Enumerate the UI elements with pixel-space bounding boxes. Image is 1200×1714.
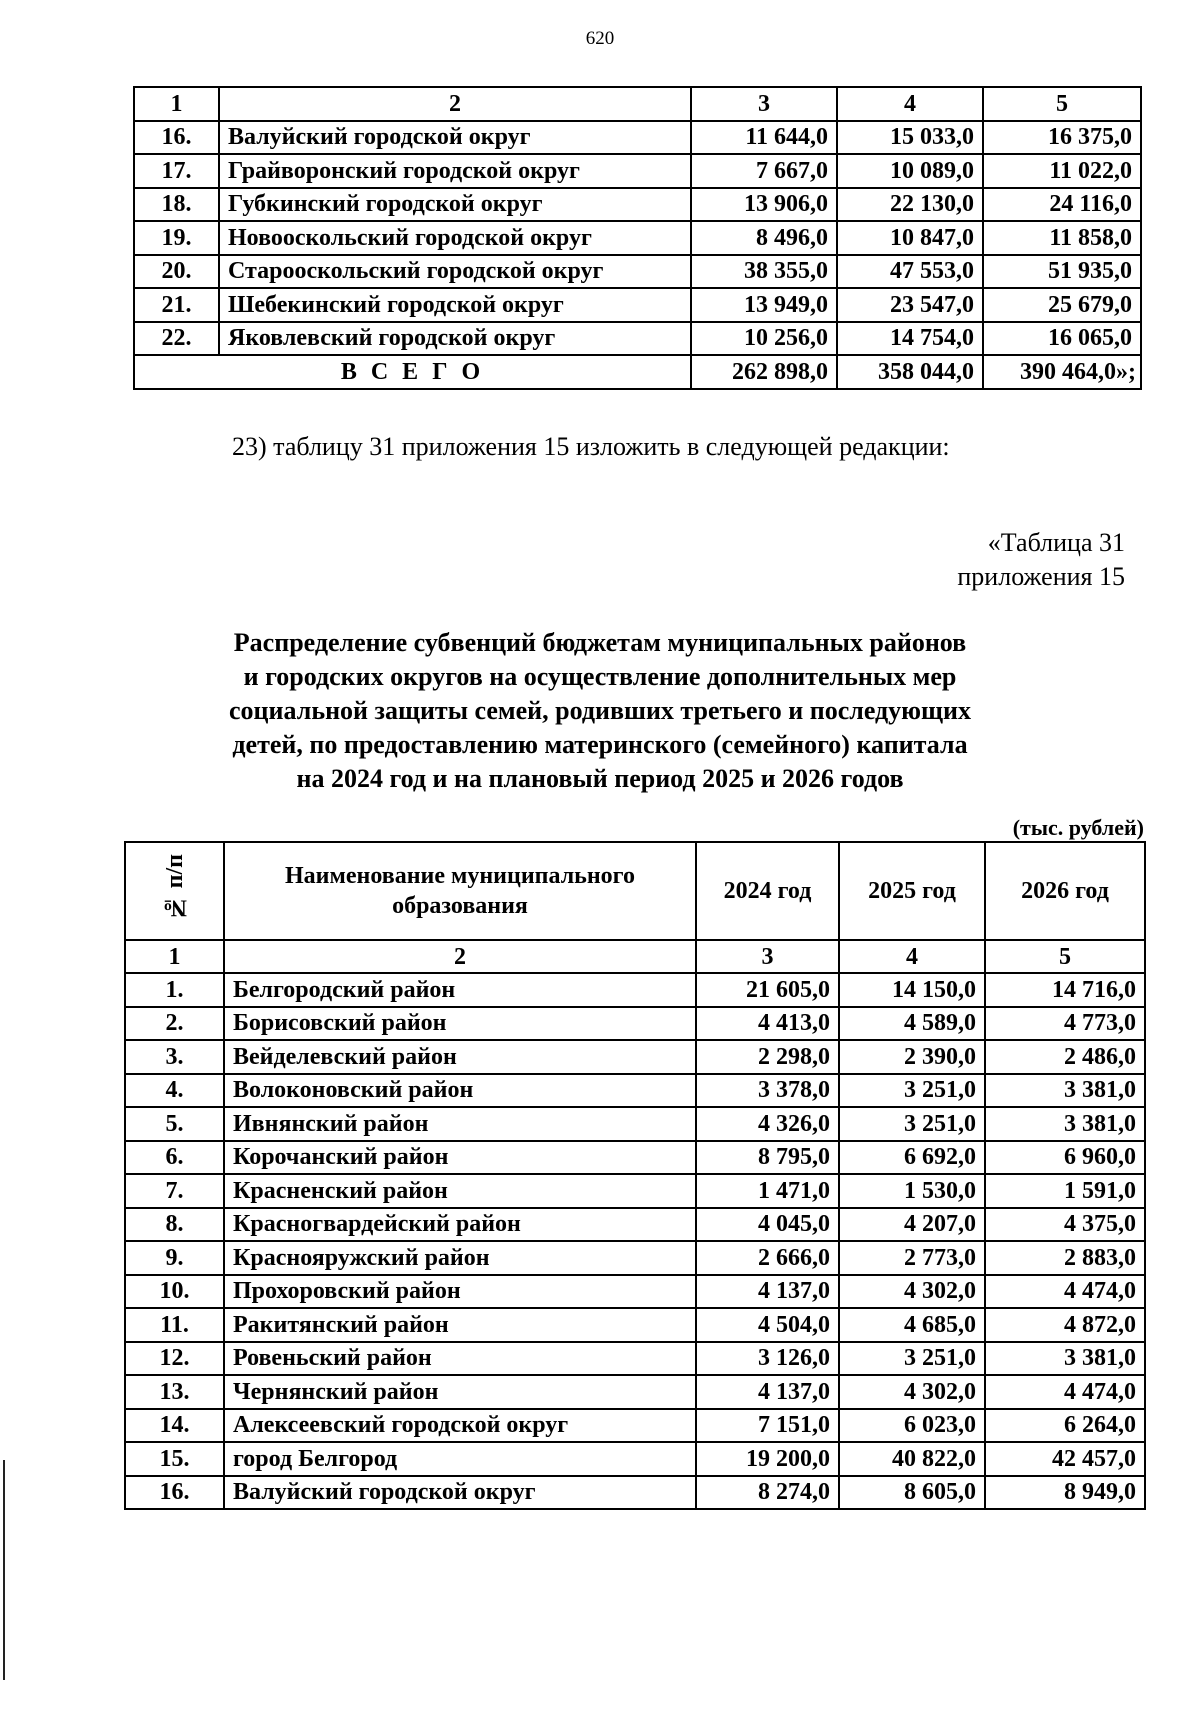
municipality-name: Валуйский городской округ: [224, 1476, 696, 1510]
municipality-name: Шебекинский городской округ: [219, 288, 691, 322]
value-2025: 40 822,0: [839, 1442, 985, 1476]
municipality-name: Валуйский городской округ: [219, 121, 691, 155]
table-row: [134, 221, 1141, 255]
table-row: [134, 188, 1141, 222]
row-number: 15.: [125, 1442, 224, 1476]
table-row: [125, 1476, 1145, 1510]
value-2026: 6 960,0: [985, 1141, 1145, 1175]
municipality-name: Губкинский городской округ: [219, 188, 691, 222]
header-2026: 2026 год: [985, 842, 1145, 940]
value-2025: 4 589,0: [839, 1007, 985, 1041]
index-cell: 4: [839, 940, 985, 973]
value-col5: 11 022,0: [983, 154, 1141, 188]
municipality-name: Корочанский район: [224, 1141, 696, 1175]
value-2025: 6 023,0: [839, 1409, 985, 1443]
table-title: [150, 626, 1050, 796]
table-row: [134, 255, 1141, 289]
row-number: 2.: [125, 1007, 224, 1041]
value-2024: 4 504,0: [696, 1308, 839, 1342]
value-col5: 16 065,0: [983, 322, 1141, 356]
row-number: 16.: [125, 1476, 224, 1510]
row-number: 9.: [125, 1241, 224, 1275]
index-cell: 3: [691, 87, 837, 121]
municipality-name: Красненский район: [224, 1174, 696, 1208]
value-2026: 6 264,0: [985, 1409, 1145, 1443]
municipality-name: Яковлевский городской округ: [219, 322, 691, 356]
table-row: [125, 1241, 1145, 1275]
table-header-row: [125, 842, 1145, 940]
table-row: [134, 288, 1141, 322]
value-2025: 4 685,0: [839, 1308, 985, 1342]
value-col3: 8 496,0: [691, 221, 837, 255]
value-2024: 4 045,0: [696, 1208, 839, 1242]
page-number: 620: [585, 28, 615, 49]
value-2026: 4 773,0: [985, 1007, 1145, 1041]
value-2026: 14 716,0: [985, 973, 1145, 1007]
total-row: [134, 355, 1141, 389]
table-reference-line2: приложения 15: [957, 562, 1125, 591]
value-2025: 4 302,0: [839, 1275, 985, 1309]
value-col4: 10 847,0: [837, 221, 983, 255]
value-2025: 4 302,0: [839, 1375, 985, 1409]
title-line: Распределение субвенций бюджетам муниципальных районов: [233, 628, 967, 657]
row-number: 7.: [125, 1174, 224, 1208]
value-2024: 2 666,0: [696, 1241, 839, 1275]
table-row: [125, 1275, 1145, 1309]
header-name: Наименование муниципального образования: [224, 842, 696, 940]
continued-table: [133, 86, 1142, 390]
value-2025: 14 150,0: [839, 973, 985, 1007]
value-2026: 8 949,0: [985, 1476, 1145, 1510]
value-col4: 15 033,0: [837, 121, 983, 155]
value-col5: 16 375,0: [983, 121, 1141, 155]
value-2024: 3 378,0: [696, 1074, 839, 1108]
value-2024: 4 137,0: [696, 1275, 839, 1309]
header-number: [125, 842, 224, 940]
header-2024: 2024 год: [696, 842, 839, 940]
value-2025: 8 605,0: [839, 1476, 985, 1510]
value-2026: 1 591,0: [985, 1174, 1145, 1208]
units-label: (тыс. рублей): [1012, 815, 1144, 840]
table-row: [125, 1375, 1145, 1409]
municipality-name: Ивнянский район: [224, 1107, 696, 1141]
index-cell: 3: [696, 940, 839, 973]
value-col4: 23 547,0: [837, 288, 983, 322]
municipality-name: Вейделевский район: [224, 1040, 696, 1074]
table-row: [125, 1174, 1145, 1208]
municipality-name: Грайворонский городской округ: [219, 154, 691, 188]
table-row: [134, 154, 1141, 188]
row-number: 1.: [125, 973, 224, 1007]
municipality-name: город Белгород: [224, 1442, 696, 1476]
value-2025: 3 251,0: [839, 1342, 985, 1376]
table-row: [125, 1342, 1145, 1376]
table-reference-line1: «Таблица 31: [987, 528, 1125, 557]
index-cell: 1: [134, 87, 219, 121]
row-number: 4.: [125, 1074, 224, 1108]
value-2026: 4 474,0: [985, 1275, 1145, 1309]
value-2025: 2 773,0: [839, 1241, 985, 1275]
index-cell: 5: [983, 87, 1141, 121]
row-number: 8.: [125, 1208, 224, 1242]
municipality-name: Волоконовский район: [224, 1074, 696, 1108]
row-number: 21.: [134, 288, 219, 322]
row-number: 18.: [134, 188, 219, 222]
table-row: [134, 322, 1141, 356]
row-number: 19.: [134, 221, 219, 255]
value-col3: 13 949,0: [691, 288, 837, 322]
total-col5: 390 464,0»;: [983, 355, 1141, 389]
table-row: [125, 1442, 1145, 1476]
row-number: 5.: [125, 1107, 224, 1141]
table-index-row: [134, 87, 1141, 121]
table-row: [125, 1308, 1145, 1342]
municipality-name: Белгородский район: [224, 973, 696, 1007]
value-2026: 42 457,0: [985, 1442, 1145, 1476]
index-cell: 2: [219, 87, 691, 121]
header-number-text: № п/п: [161, 853, 188, 921]
value-col3: 7 667,0: [691, 154, 837, 188]
municipality-name: Новооскольский городской округ: [219, 221, 691, 255]
total-col3: 262 898,0: [691, 355, 837, 389]
amendment-instruction: 23) таблицу 31 приложения 15 изложить в следующей редакции:: [232, 432, 950, 461]
value-col5: 11 858,0: [983, 221, 1141, 255]
table-row: [125, 1107, 1145, 1141]
row-number: 11.: [125, 1308, 224, 1342]
row-number: 12.: [125, 1342, 224, 1376]
value-col5: 25 679,0: [983, 288, 1141, 322]
value-2025: 6 692,0: [839, 1141, 985, 1175]
value-col3: 13 906,0: [691, 188, 837, 222]
municipality-name: Чернянский район: [224, 1375, 696, 1409]
value-2026: 2 883,0: [985, 1241, 1145, 1275]
value-2025: 3 251,0: [839, 1074, 985, 1108]
value-2024: 4 413,0: [696, 1007, 839, 1041]
municipality-name: Борисовский район: [224, 1007, 696, 1041]
value-2026: 4 474,0: [985, 1375, 1145, 1409]
value-2024: 21 605,0: [696, 973, 839, 1007]
municipality-name: Красногвардейский район: [224, 1208, 696, 1242]
table-index-row: [125, 940, 1145, 973]
title-line: социальной защиты семей, родивших третьего и последующих: [229, 696, 971, 725]
row-number: 14.: [125, 1409, 224, 1443]
value-2025: 2 390,0: [839, 1040, 985, 1074]
value-col4: 10 089,0: [837, 154, 983, 188]
municipality-name: Алексеевский городской округ: [224, 1409, 696, 1443]
row-number: 20.: [134, 255, 219, 289]
municipality-name: Прохоровский район: [224, 1275, 696, 1309]
value-2024: 2 298,0: [696, 1040, 839, 1074]
value-col5: 24 116,0: [983, 188, 1141, 222]
table-row: [134, 121, 1141, 155]
title-line: на 2024 год и на плановый период 2025 и 2026 годов: [296, 764, 904, 793]
value-2026: 3 381,0: [985, 1107, 1145, 1141]
value-2024: 19 200,0: [696, 1442, 839, 1476]
municipality-name: Старооскольский городской округ: [219, 255, 691, 289]
value-2025: 4 207,0: [839, 1208, 985, 1242]
table-row: [125, 1007, 1145, 1041]
index-cell: 4: [837, 87, 983, 121]
municipality-name: Ровеньский район: [224, 1342, 696, 1376]
table-row: [125, 1141, 1145, 1175]
table-row: [125, 1040, 1145, 1074]
value-2024: 7 151,0: [696, 1409, 839, 1443]
row-number: 13.: [125, 1375, 224, 1409]
value-2024: 3 126,0: [696, 1342, 839, 1376]
row-number: 10.: [125, 1275, 224, 1309]
value-col5: 51 935,0: [983, 255, 1141, 289]
value-2024: 8 274,0: [696, 1476, 839, 1510]
value-2026: 4 375,0: [985, 1208, 1145, 1242]
table-row: [125, 973, 1145, 1007]
table-row: [125, 1074, 1145, 1108]
row-number: 22.: [134, 322, 219, 356]
value-col4: 22 130,0: [837, 188, 983, 222]
value-2026: 2 486,0: [985, 1040, 1145, 1074]
row-number: 16.: [134, 121, 219, 155]
total-label: В С Е Г О: [134, 355, 691, 389]
index-cell: 1: [125, 940, 224, 973]
value-col4: 47 553,0: [837, 255, 983, 289]
municipality-name: Краснояружский район: [224, 1241, 696, 1275]
title-line: детей, по предоставлению материнского (семейного) капитала: [232, 730, 968, 759]
table-row: [125, 1409, 1145, 1443]
header-2025: 2025 год: [839, 842, 985, 940]
total-col4: 358 044,0: [837, 355, 983, 389]
row-number: 17.: [134, 154, 219, 188]
value-2026: 3 381,0: [985, 1074, 1145, 1108]
index-cell: 2: [224, 940, 696, 973]
value-col4: 14 754,0: [837, 322, 983, 356]
row-number: 6.: [125, 1141, 224, 1175]
value-col3: 38 355,0: [691, 255, 837, 289]
value-2025: 3 251,0: [839, 1107, 985, 1141]
value-2026: 3 381,0: [985, 1342, 1145, 1376]
row-number: 3.: [125, 1040, 224, 1074]
value-col3: 10 256,0: [691, 322, 837, 356]
municipality-name: Ракитянский район: [224, 1308, 696, 1342]
value-2024: 4 326,0: [696, 1107, 839, 1141]
value-col3: 11 644,0: [691, 121, 837, 155]
value-2024: 8 795,0: [696, 1141, 839, 1175]
title-line: и городских округов на осуществление дополнительных мер: [243, 662, 957, 691]
value-2024: 4 137,0: [696, 1375, 839, 1409]
subsidy-table: [124, 841, 1146, 1510]
value-2024: 1 471,0: [696, 1174, 839, 1208]
index-cell: 5: [985, 940, 1145, 973]
scan-edge-mark: [3, 1460, 5, 1680]
table-row: [125, 1208, 1145, 1242]
value-2025: 1 530,0: [839, 1174, 985, 1208]
value-2026: 4 872,0: [985, 1308, 1145, 1342]
